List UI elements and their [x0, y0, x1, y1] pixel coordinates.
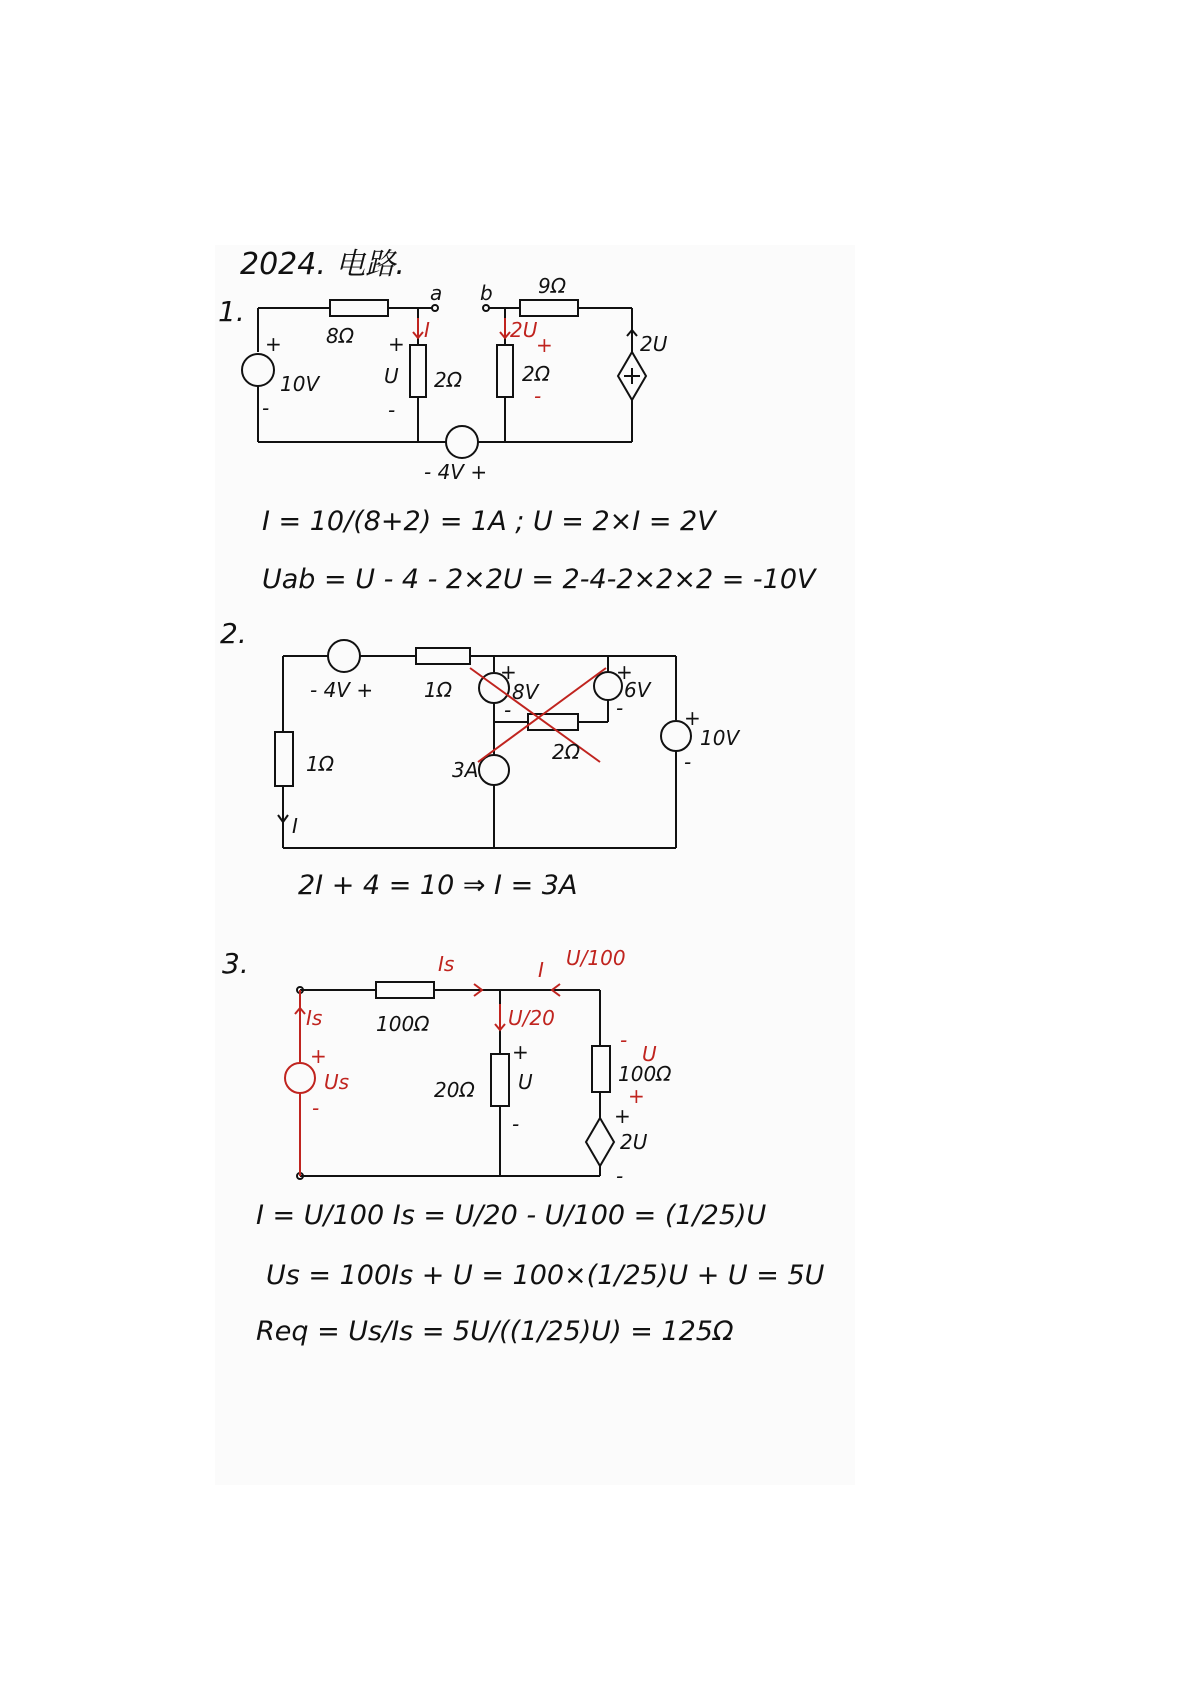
u-minus-sign: -: [388, 398, 396, 422]
node-a-label: a: [430, 281, 443, 305]
p3-i-top-label: I: [538, 958, 544, 982]
p3-is-top-label: Is: [438, 952, 455, 976]
p3-resistor-20ohm-label: 20Ω: [434, 1078, 475, 1102]
problem-1-number: 1.: [218, 295, 245, 328]
p2-resistor-1ohm-top-label: 1Ω: [424, 678, 453, 702]
node-b-label: b: [480, 281, 493, 305]
p3-is-left-label: Is: [306, 1006, 323, 1030]
problem-3-equation-1: I = U/100 Is = U/20 - U/100 = (1/25)U: [256, 1200, 767, 1231]
current-i-label: I: [424, 318, 430, 342]
p2-10v-plus: +: [684, 706, 701, 730]
p3-dep-label: 2U: [620, 1130, 648, 1154]
p3-us-minus: -: [312, 1096, 320, 1120]
p2-6v-plus: +: [616, 660, 633, 684]
red-2u-minus: -: [534, 384, 542, 408]
resistor-100ohm-top: [376, 982, 434, 998]
dependent-source-label: 2U: [640, 332, 668, 356]
problem-1-equation-2: Uab = U - 4 - 2×2U = 2-4-2×2×2 = -10V: [262, 564, 816, 595]
p3-u-mid-label: U: [518, 1070, 533, 1094]
problem-2-equation: 2I + 4 = 10 ⇒ I = 3A: [298, 870, 578, 901]
p3-resistor-100ohm-top-label: 100Ω: [376, 1012, 430, 1036]
problem-3-number: 3.: [222, 947, 249, 980]
source-4v-label: - 4V +: [424, 460, 488, 484]
p2-6v-minus: -: [616, 696, 624, 720]
p2-10v-minus: -: [684, 750, 692, 774]
dependent-voltage-source-2u: [586, 1118, 614, 1166]
resistor-2ohm-left-label: 2Ω: [434, 368, 463, 392]
source-10v-minus: -: [262, 396, 270, 420]
red-2u-plus: +: [536, 333, 553, 357]
p3-u-right-minus: -: [620, 1028, 628, 1052]
p3-u-over-20-label: U/20: [508, 1006, 555, 1030]
resistor-8ohm-label: 8Ω: [326, 324, 355, 348]
p3-us-plus: +: [310, 1044, 327, 1068]
resistor-9ohm-label: 9Ω: [538, 274, 567, 298]
p3-resistor-100ohm-right-label: 100Ω: [618, 1062, 672, 1086]
page-title: 2024. 电路.: [240, 247, 405, 282]
problem-1-equation-1: I = 10/(8+2) = 1A ; U = 2×I = 2V: [262, 506, 716, 537]
problem-3-equation-3: Req = Us/Is = 5U/((1/25)U) = 125Ω: [256, 1316, 734, 1347]
p3-dep-plus: +: [614, 1104, 631, 1128]
red-2u-label: 2U: [510, 318, 538, 342]
u-voltage-label: U: [384, 364, 399, 388]
p2-8v-minus: -: [504, 698, 512, 722]
p2-8v-label: 8V: [512, 680, 539, 704]
p2-8v-plus: +: [500, 660, 517, 684]
p3-u-right-plus: +: [628, 1084, 645, 1108]
u-plus-sign: +: [388, 332, 405, 356]
p3-us-label: Us: [324, 1070, 350, 1094]
p3-u-mid-minus: -: [512, 1112, 520, 1136]
source-10v-plus: +: [265, 332, 282, 356]
p2-6v-label: 6V: [624, 678, 651, 702]
resistor-2ohm-right-label: 2Ω: [522, 362, 551, 386]
resistor-100ohm-right: [592, 1046, 610, 1092]
p3-u-mid-plus: +: [512, 1040, 529, 1064]
resistor-20ohm: [491, 1054, 509, 1106]
p2-resistor-1ohm-left-label: 1Ω: [306, 752, 335, 776]
p2-10v-label: 10V: [700, 726, 740, 750]
p2-source-4v-label: - 4V +: [310, 678, 374, 702]
p2-resistor-2ohm-label: 2Ω: [552, 740, 581, 764]
p3-u-right-label: U: [642, 1042, 657, 1066]
problem-2-number: 2.: [220, 617, 247, 650]
p3-u-over-100-label: U/100: [566, 946, 626, 970]
source-10v-label: 10V: [280, 372, 320, 396]
p2-3a-label: 3A: [452, 758, 479, 782]
p2-current-i-label: I: [292, 814, 298, 838]
p3-dep-minus: -: [616, 1164, 624, 1188]
problem-3-equation-2: Us = 100Is + U = 100×(1/25)U + U = 5U: [266, 1260, 825, 1291]
